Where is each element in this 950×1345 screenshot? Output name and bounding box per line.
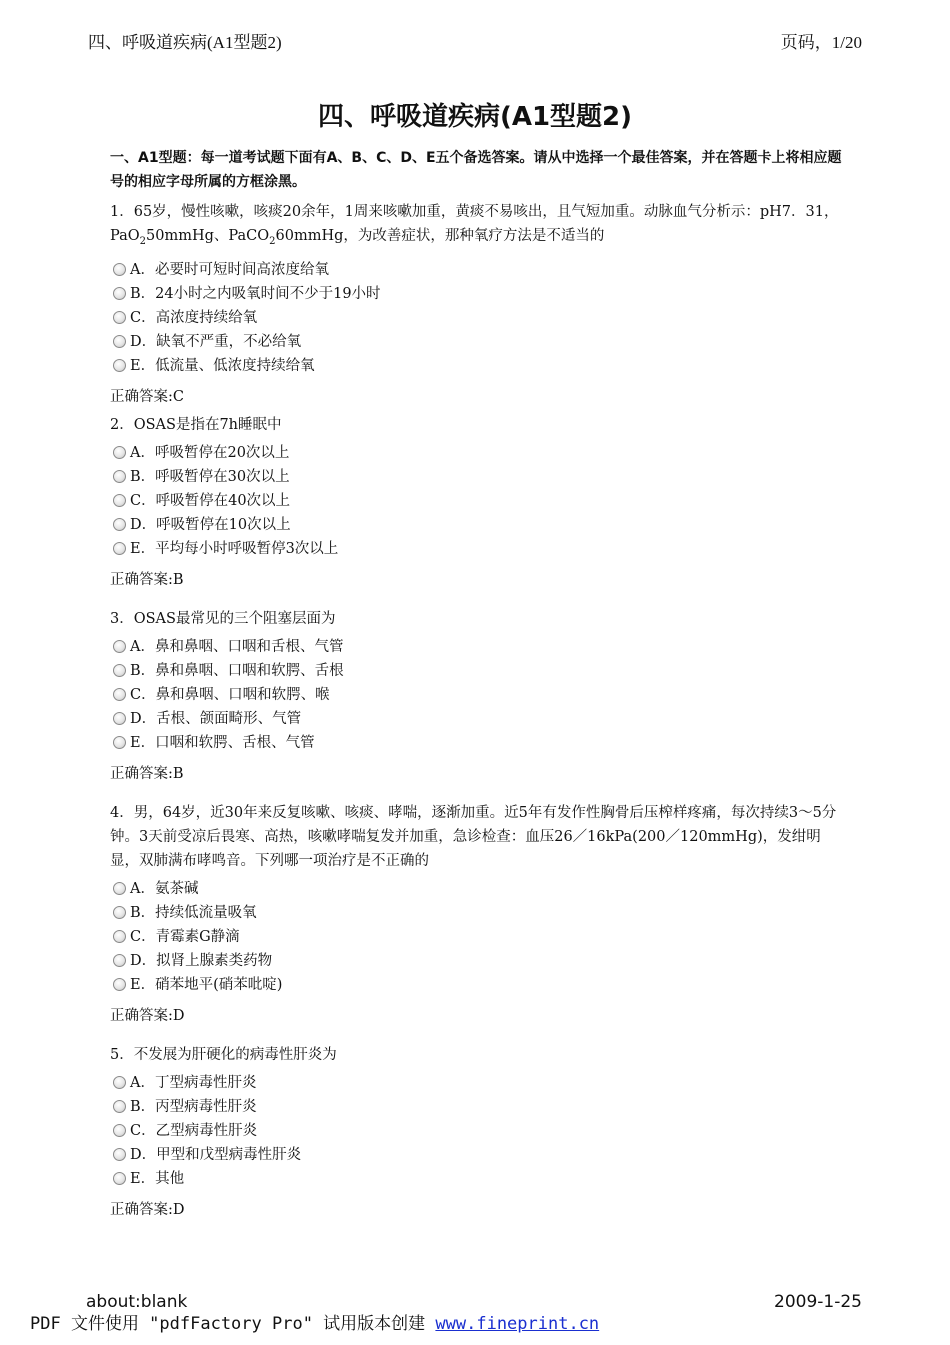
radio-icon[interactable] [113,263,126,276]
radio-icon[interactable] [113,518,126,531]
option-b[interactable]: B．24小时之内吸氧时间不少于19小时 [110,282,840,306]
question-3 [110,607,840,786]
option-e[interactable]: E．低流量、低浓度持续给氧 [110,354,840,378]
question-stem: 2．OSAS是指在7h睡眠中 [110,417,282,433]
option-d[interactable]: D．拟肾上腺素类药物 [110,949,840,973]
radio-icon[interactable] [113,359,126,372]
correct-answer: 正确答案:B [110,766,184,782]
radio-icon[interactable] [113,1076,126,1089]
question-4 [110,801,840,1028]
option-list [110,635,840,755]
question-stem: 1．65岁，慢性咳嗽，咳痰20余年，1周来咳嗽加重，黄痰不易咳出，且气短加重。动脉血气分析示：pH7．31，PaO$_2$50mmHg、PaCO$_2$60mmHg，为改善症状，那种氧疗方法是不适当的 [110,204,839,247]
radio-icon[interactable] [113,640,126,653]
footer-date: 2009-1-25 [774,1292,862,1312]
option-a[interactable]: A．必要时可短时间高浓度给氧 [110,258,840,282]
option-d[interactable]: D．呼吸暂停在10次以上 [110,513,840,537]
radio-icon[interactable] [113,978,126,991]
option-d[interactable]: D．舌根、颌面畸形、气管 [110,707,840,731]
option-c[interactable]: C．鼻和鼻咽、口咽和软腭、喉 [110,683,840,707]
page-header [88,28,862,52]
radio-icon[interactable] [113,494,126,507]
option-c[interactable]: C．高浓度持续给氧 [110,306,840,330]
fineprint-link[interactable]: www.fineprint.cn [435,1314,600,1334]
option-d[interactable]: D．缺氧不严重，不必给氧 [110,330,840,354]
option-d[interactable]: D．甲型和戊型病毒性肝炎 [110,1143,840,1167]
option-a[interactable]: A．呼吸暂停在20次以上 [110,441,840,465]
option-c[interactable]: C．呼吸暂停在40次以上 [110,489,840,513]
option-b[interactable]: B．呼吸暂停在30次以上 [110,465,840,489]
option-list [110,258,840,378]
radio-icon[interactable] [113,1148,126,1161]
option-a[interactable]: A．氨茶碱 [110,877,840,901]
instructions: 一、A1型题：每一道考试题下面有A、B、C、D、E五个备选答案。请从中选择一个最佳答案，并在答题卡上将相应题号的相应字母所属的方框涂黑。 [110,150,842,190]
option-a[interactable]: A．丁型病毒性肝炎 [110,1071,840,1095]
footer-url: about:blank [86,1292,188,1312]
option-list [110,877,840,997]
option-e[interactable]: E．其他 [110,1167,840,1191]
question-stem: 3．OSAS最常见的三个阻塞层面为 [110,611,336,627]
question-stem: 4．男，64岁，近30年来反复咳嗽、咳痰、哮喘，逐渐加重。近5年有发作性胸骨后压榨样疼痛，每次持续3～5分钟。3天前受凉后畏寒、高热，咳嗽哮喘复发并加重，急诊检查：血压26／16kPa(200／120mmHg)，发绀明显，双肺满布哮鸣音。下列哪一项治疗是不正确的 [110,805,837,869]
option-c[interactable]: C．青霉素G静滴 [110,925,840,949]
document-title: 四、呼吸道疾病(A1型题2) [317,102,633,132]
radio-icon[interactable] [113,882,126,895]
header-title: 四、呼吸道疾病(A1型题2) [88,33,282,52]
option-b[interactable]: B．丙型病毒性肝炎 [110,1095,840,1119]
option-b[interactable]: B．鼻和鼻咽、口咽和软腭、舌根 [110,659,840,683]
question-1 [110,200,840,409]
option-a[interactable]: A．鼻和鼻咽、口咽和舌根、气管 [110,635,840,659]
radio-icon[interactable] [113,1100,126,1113]
radio-icon[interactable] [113,470,126,483]
option-list [110,441,840,561]
radio-icon[interactable] [113,712,126,725]
option-list [110,1071,840,1191]
radio-icon[interactable] [113,311,126,324]
radio-icon[interactable] [113,736,126,749]
question-stem: 5．不发展为肝硬化的病毒性肝炎为 [110,1047,337,1063]
question-2 [110,413,840,592]
option-e[interactable]: E．平均每小时呼吸暂停3次以上 [110,537,840,561]
option-c[interactable]: C．乙型病毒性肝炎 [110,1119,840,1143]
correct-answer: 正确答案:D [110,1008,185,1024]
radio-icon[interactable] [113,954,126,967]
radio-icon[interactable] [113,446,126,459]
correct-answer: 正确答案:B [110,572,184,588]
banner-text: PDF 文件使用 "pdfFactory Pro" 试用版本创建 [30,1314,436,1334]
radio-icon[interactable] [113,664,126,677]
option-b[interactable]: B．持续低流量吸氧 [110,901,840,925]
header-page-number: 页码，1/20 [780,33,862,52]
radio-icon[interactable] [113,906,126,919]
radio-icon[interactable] [113,542,126,555]
radio-icon[interactable] [113,1124,126,1137]
radio-icon[interactable] [113,930,126,943]
question-5 [110,1043,840,1222]
radio-icon[interactable] [113,287,126,300]
radio-icon[interactable] [113,688,126,701]
correct-answer: 正确答案:C [110,388,184,405]
radio-icon[interactable] [113,1172,126,1185]
radio-icon[interactable] [113,335,126,348]
pdf-creator-banner [30,1309,599,1334]
option-e[interactable]: E．口咽和软腭、舌根、气管 [110,731,840,755]
option-e[interactable]: E．硝苯地平(硝苯吡啶) [110,973,840,997]
correct-answer: 正确答案:D [110,1202,185,1218]
